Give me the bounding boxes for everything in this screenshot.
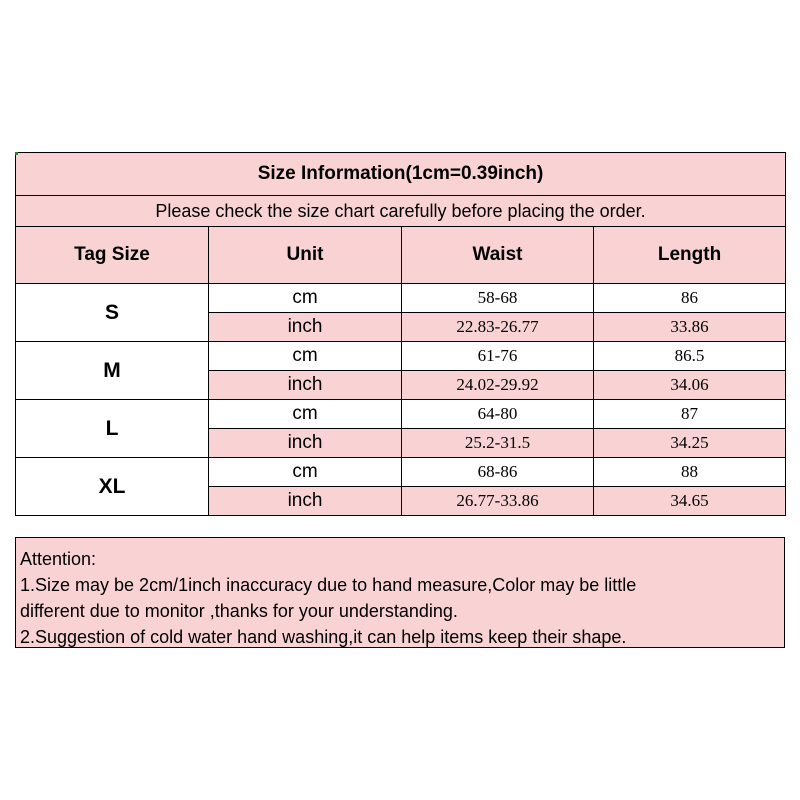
- waist-cell: 68-86: [402, 458, 594, 487]
- attention-note: [15, 537, 785, 648]
- length-cell: 88: [594, 458, 786, 487]
- size-chart-table: [15, 152, 786, 516]
- unit-cell: cm: [209, 342, 402, 371]
- table-row: [16, 400, 786, 429]
- waist-cell: 64-80: [402, 400, 594, 429]
- attention-line: different due to monitor ,thanks for your understanding.: [20, 601, 458, 621]
- waist-cell: 26.77-33.86: [402, 487, 594, 516]
- unit-cell: inch: [209, 429, 402, 458]
- length-cell: 87: [594, 400, 786, 429]
- length-cell: 34.06: [594, 371, 786, 400]
- attention-heading: Attention:: [20, 549, 97, 569]
- header-unit: Unit: [209, 227, 402, 284]
- unit-cell: cm: [209, 458, 402, 487]
- attention-line: 2.Suggestion of cold water hand washing,it can help items keep their shape.: [20, 627, 627, 647]
- length-cell: 33.86: [594, 313, 786, 342]
- header-waist: Waist: [402, 227, 594, 284]
- chart-subtitle: Please check the size chart carefully before placing the order.: [16, 196, 786, 227]
- tag-size-cell: XL: [16, 458, 209, 516]
- unit-cell: cm: [209, 284, 402, 313]
- header-length: Length: [594, 227, 786, 284]
- waist-cell: 22.83-26.77: [402, 313, 594, 342]
- tag-size-cell: L: [16, 400, 209, 458]
- table-row: [16, 284, 786, 313]
- unit-cell: cm: [209, 400, 402, 429]
- length-cell: 34.65: [594, 487, 786, 516]
- length-cell: 34.25: [594, 429, 786, 458]
- header-tag-size: Tag Size: [16, 227, 209, 284]
- waist-cell: 24.02-29.92: [402, 371, 594, 400]
- unit-cell: inch: [209, 487, 402, 516]
- chart-title: Size Information(1cm=0.39inch): [16, 153, 786, 196]
- attention-line: 1.Size may be 2cm/1inch inaccuracy due to hand measure,Color may be little: [20, 575, 637, 595]
- table-row: [16, 342, 786, 371]
- tag-size-cell: S: [16, 284, 209, 342]
- unit-cell: inch: [209, 313, 402, 342]
- waist-cell: 25.2-31.5: [402, 429, 594, 458]
- unit-cell: inch: [209, 371, 402, 400]
- length-cell: 86: [594, 284, 786, 313]
- table-row: [16, 458, 786, 487]
- tag-size-cell: M: [16, 342, 209, 400]
- waist-cell: 58-68: [402, 284, 594, 313]
- waist-cell: 61-76: [402, 342, 594, 371]
- length-cell: 86.5: [594, 342, 786, 371]
- corner-marker: [15, 152, 18, 155]
